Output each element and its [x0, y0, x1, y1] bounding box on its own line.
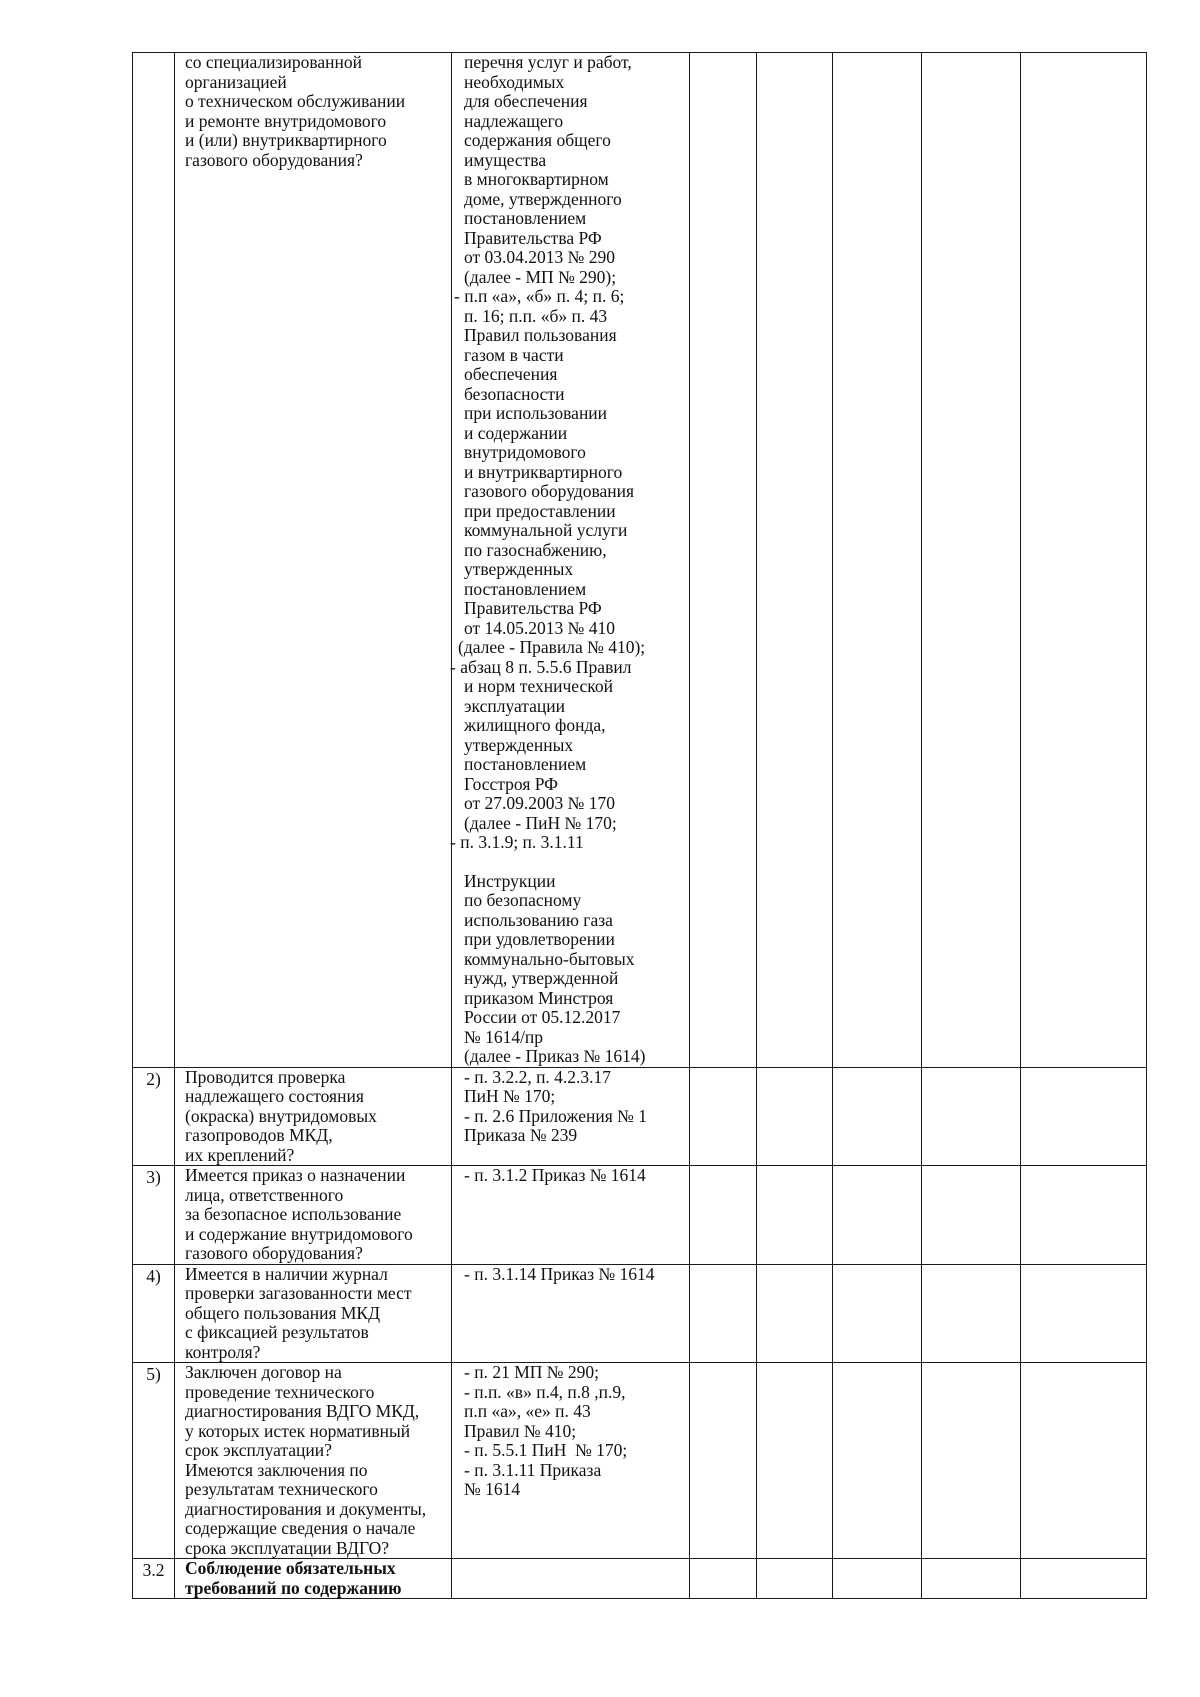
text-line: содержащие сведения о начале: [185, 1518, 416, 1538]
text-line: коммунально-бытовых: [464, 948, 635, 969]
question-cell: [175, 1264, 452, 1363]
text-line: диагностирования и документы,: [185, 1498, 427, 1519]
reference-cell: [452, 1363, 690, 1559]
text-line: контроля?: [185, 1341, 261, 1362]
table-row: [133, 1067, 1147, 1166]
text-line: их креплений?: [185, 1144, 295, 1165]
text-line: имущества: [464, 149, 547, 170]
reference-cell: [452, 1559, 690, 1599]
text-line: - п. 2.6 Приложения № 1: [464, 1105, 647, 1126]
text-line: утвержденных: [464, 559, 574, 579]
table-row: [133, 1363, 1147, 1559]
empty-cell: [833, 1363, 922, 1559]
text-line: и ремонте внутридомового: [185, 110, 387, 131]
text-line: газопроводов МКД,: [185, 1125, 333, 1145]
empty-cell: [1021, 53, 1147, 1068]
empty-cell: [922, 53, 1021, 1068]
text-line: лица, ответственного: [185, 1184, 344, 1205]
empty-cell: [1021, 1363, 1147, 1559]
text-line: доме, утвержденного: [464, 188, 622, 209]
text-line: России от 05.12.2017: [464, 1007, 621, 1027]
text-line: - п. 3.2.2, п. 4.2.3.17: [464, 1066, 612, 1087]
text-line: проверки загазованности мест: [185, 1283, 412, 1303]
empty-cell: [1021, 1264, 1147, 1363]
text-line: требований по содержанию: [185, 1577, 402, 1598]
empty-cell: [922, 1559, 1021, 1599]
text-line: Правительства РФ: [464, 598, 602, 618]
text-line: Имеется в наличии журнал: [185, 1263, 388, 1284]
text-line: - п. 5.5.1 ПиН № 170;: [464, 1440, 628, 1460]
text-line: - абзац 8 п. 5.5.6 Правил: [450, 656, 632, 677]
empty-cell: [922, 1363, 1021, 1559]
paragraph-gap: [464, 853, 685, 872]
text-line: со специализированной: [185, 52, 362, 72]
text-line: - п. 3.1.2 Приказ № 1614: [464, 1165, 646, 1185]
text-line: проведение технического: [185, 1381, 375, 1402]
text-line: - п.п «а», «б» п. 4; п. 6;: [454, 286, 625, 306]
text-line: жилищного фонда,: [464, 715, 606, 735]
text-line: коммунальной услуги: [464, 520, 628, 540]
checklist-table: [132, 52, 1147, 1599]
empty-cell: [690, 1067, 757, 1166]
text-line: надлежащего состояния: [185, 1086, 364, 1106]
question-cell: [175, 53, 452, 1068]
text-line: - п. 3.1.14 Приказ № 1614: [464, 1263, 655, 1284]
text-line: Проводится проверка: [185, 1066, 346, 1087]
text-line: по безопасному: [464, 890, 582, 910]
reference-cell: [452, 1264, 690, 1363]
text-line: организацией: [185, 71, 287, 92]
text-line: и содержание внутридомового: [185, 1223, 413, 1244]
text-line: внутридомового: [464, 442, 586, 462]
empty-cell: [757, 1166, 833, 1265]
empty-cell: [833, 53, 922, 1068]
text-line: за безопасное использование: [185, 1204, 402, 1224]
text-line: необходимых: [464, 71, 565, 92]
question-cell: [175, 1067, 452, 1166]
text-line: от 14.05.2013 № 410: [464, 617, 615, 638]
text-line: постановлением: [464, 754, 587, 774]
text-line: - п. 21 МП № 290;: [464, 1362, 599, 1382]
text-line: результатам технического: [185, 1479, 378, 1499]
row-number: 5): [133, 1363, 175, 1559]
empty-cell: [757, 1067, 833, 1166]
text-line: диагностирования ВДГО МКД,: [185, 1401, 420, 1421]
text-line: - п. 3.1.9; п. 3.1.11: [450, 832, 584, 852]
text-line: от 03.04.2013 № 290: [464, 247, 615, 267]
text-line: (далее - Приказ № 1614): [464, 1046, 646, 1066]
empty-cell: [690, 1363, 757, 1559]
text-line: Соблюдение обязательных: [185, 1558, 396, 1578]
row-number: 4): [133, 1264, 175, 1363]
text-line: п.п «а», «е» п. 43: [464, 1401, 591, 1421]
text-line: у которых истек нормативный: [185, 1420, 411, 1441]
text-line: общего пользования МКД: [185, 1302, 381, 1323]
text-line: Заключен договор на: [185, 1362, 342, 1382]
text-line: обеспечения: [464, 364, 558, 384]
text-line: - п. 3.1.11 Приказа: [464, 1459, 602, 1480]
text-line: - п.п. «в» п.4, п.8 ,п.9,: [464, 1381, 626, 1402]
text-line: и внутриквартирного: [464, 461, 623, 482]
text-line: содержания общего: [464, 130, 611, 150]
text-line: (далее - МП № 290);: [464, 266, 617, 287]
empty-cell: [833, 1264, 922, 1363]
text-line: при предоставлении: [464, 500, 616, 521]
empty-cell: [922, 1067, 1021, 1166]
empty-cell: [757, 1363, 833, 1559]
row-number: 3): [133, 1166, 175, 1265]
reference-cell: [452, 1166, 690, 1265]
text-line: использованию газа: [464, 909, 613, 930]
text-line: ПиН № 170;: [464, 1086, 556, 1106]
text-line: приказом Минстроя: [464, 987, 614, 1008]
empty-cell: [690, 1166, 757, 1265]
text-line: о техническом обслуживании: [185, 91, 406, 111]
question-cell: [175, 1559, 452, 1599]
text-line: Имеются заключения по: [185, 1459, 368, 1480]
reference-cell: [452, 1067, 690, 1166]
text-line: п. 16; п.п. «б» п. 43: [464, 305, 608, 326]
empty-cell: [757, 53, 833, 1068]
text-line: газом в части: [464, 344, 564, 365]
table-row: [133, 53, 1147, 1068]
text-line: (далее - Правила № 410);: [458, 637, 646, 657]
text-line: и (или) внутриквартирного: [185, 130, 387, 150]
text-line: утвержденных: [464, 734, 574, 755]
empty-cell: [690, 1264, 757, 1363]
table-row: [133, 1559, 1147, 1599]
text-line: срока эксплуатации ВДГО?: [185, 1537, 390, 1558]
text-line: при использовании: [464, 403, 608, 423]
question-cell: [175, 1166, 452, 1265]
text-line: эксплуатации: [464, 695, 566, 716]
text-line: надлежащего: [464, 110, 564, 131]
text-line: Правительства РФ: [464, 227, 602, 248]
empty-cell: [690, 53, 757, 1068]
text-line: газового оборудования: [464, 481, 635, 501]
text-line: № 1614/пр: [464, 1026, 544, 1047]
text-line: № 1614: [464, 1479, 521, 1499]
text-line: Инструкции: [464, 870, 556, 891]
text-line: постановлением: [464, 208, 587, 228]
row-number: [133, 53, 175, 1068]
text-line: газового оборудования?: [185, 149, 363, 170]
text-line: Правил № 410;: [464, 1420, 577, 1441]
empty-cell: [833, 1559, 922, 1599]
text-line: (окраска) внутридомовых: [185, 1105, 377, 1126]
empty-cell: [1021, 1067, 1147, 1166]
row-number: 2): [133, 1067, 175, 1166]
text-line: и норм технической: [464, 676, 613, 696]
empty-cell: [690, 1559, 757, 1599]
text-line: при удовлетворении: [464, 929, 615, 949]
text-line: Правил пользования: [464, 325, 617, 345]
empty-cell: [1021, 1166, 1147, 1265]
text-line: для обеспечения: [464, 91, 588, 111]
table-row: [133, 1264, 1147, 1363]
text-line: Госстроя РФ: [464, 773, 559, 794]
row-number: 3.2: [133, 1559, 175, 1599]
text-line: в многоквартирном: [464, 169, 609, 189]
text-line: постановлением: [464, 578, 587, 599]
table-row: [133, 1166, 1147, 1265]
text-line: Имеется приказ о назначении: [185, 1165, 406, 1185]
empty-cell: [922, 1166, 1021, 1265]
text-line: по газоснабжению,: [464, 539, 607, 560]
empty-cell: [757, 1264, 833, 1363]
empty-cell: [833, 1067, 922, 1166]
text-line: газового оборудования?: [185, 1243, 363, 1263]
empty-cell: [757, 1559, 833, 1599]
text-line: перечня услуг и работ,: [464, 52, 632, 72]
empty-cell: [1021, 1559, 1147, 1599]
text-line: (далее - ПиН № 170;: [464, 812, 617, 833]
empty-cell: [833, 1166, 922, 1265]
text-line: и содержании: [464, 422, 568, 443]
text-line: срок эксплуатации?: [185, 1440, 332, 1460]
text-line: безопасности: [464, 383, 565, 404]
empty-cell: [922, 1264, 1021, 1363]
text-line: с фиксацией результатов: [185, 1322, 369, 1342]
text-line: от 27.09.2003 № 170: [464, 793, 615, 813]
reference-cell: [452, 53, 690, 1068]
text-line: Приказа № 239: [464, 1125, 578, 1145]
question-cell: [175, 1363, 452, 1559]
text-line: нужд, утвержденной: [464, 968, 619, 988]
